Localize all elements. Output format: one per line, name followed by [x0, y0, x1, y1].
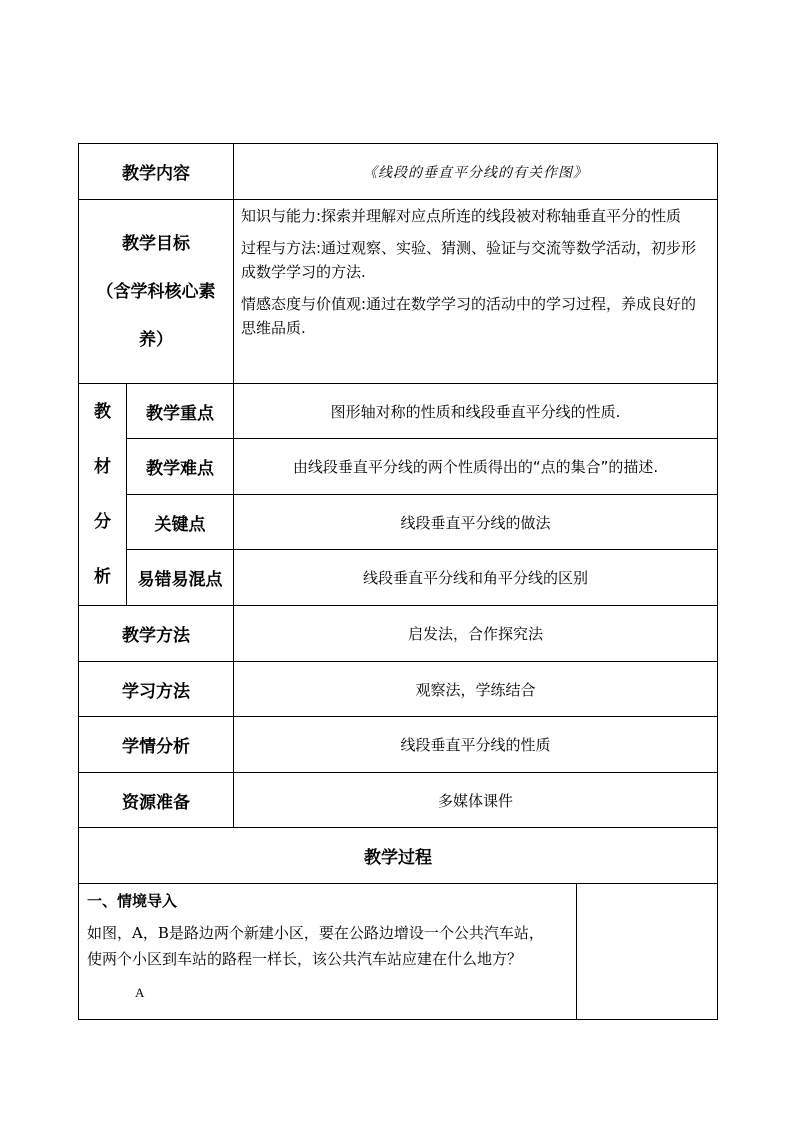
difficulty-label: 教学难点 — [127, 439, 234, 495]
resources-value: 多媒体课件 — [234, 773, 718, 828]
row-learner-analysis — [79, 717, 718, 773]
process-notes-cell — [577, 884, 718, 1020]
row-resources — [79, 773, 718, 828]
goal-knowledge: 知识与能力:探索并理解对应点所连的线段被对称轴垂直平分的性质 — [241, 207, 682, 225]
material-analysis-label — [79, 384, 127, 606]
point-a-label: A — [135, 985, 145, 1000]
row-critical-point — [79, 495, 718, 550]
learning-method-label: 学习方法 — [79, 662, 234, 717]
goals-label-line-2: （含学科核心素 — [96, 281, 216, 302]
critical-point-value: 线段垂直平分线的做法 — [234, 495, 718, 550]
key-point-value: 图形轴对称的性质和线段垂直平分线的性质. — [234, 384, 718, 439]
row-confusion-point — [79, 550, 718, 606]
goal-process: 过程与方法:通过观察、实验、猜测、验证与交流等数学活动，初步形成数学学习的方法. — [241, 239, 697, 281]
row-teaching-content — [79, 144, 718, 200]
learner-analysis-value: 线段垂直平分线的性质 — [234, 717, 718, 773]
row-learning-method — [79, 662, 718, 717]
section-text-line-1: 如图，A，B是路边两个新建小区，要在公路边增设一个公共汽车站， — [87, 924, 544, 942]
difficulty-value: 由线段垂直平分线的两个性质得出的“点的集合”的描述. — [234, 439, 718, 495]
goal-attitude: 情感态度与价值观:通过在数学学习的活动中的学习过程，养成良好的思维品质. — [241, 295, 697, 337]
lesson-plan-table — [78, 143, 718, 1020]
critical-point-label: 关键点 — [127, 495, 234, 550]
row-key-point — [79, 384, 718, 439]
learning-method-value: 观察法，学练结合 — [234, 662, 718, 717]
teaching-method-label: 教学方法 — [79, 606, 234, 662]
goals-label-line-3: 养） — [139, 329, 173, 350]
row-process-title — [79, 828, 718, 884]
analysis-char-2: 材 — [94, 456, 111, 477]
section-title: 一、情境导入 — [87, 892, 178, 910]
resources-label: 资源准备 — [79, 773, 234, 828]
row-teaching-method — [79, 606, 718, 662]
analysis-char-4: 析 — [94, 566, 111, 587]
process-content-cell — [79, 884, 577, 1020]
section-text-line-2: 使两个小区到车站的路程一样长，该公共汽车站应建在什么地方？ — [87, 950, 523, 968]
teaching-method-value: 启发法，合作探究法 — [234, 606, 718, 662]
key-point-label: 教学重点 — [127, 384, 234, 439]
teaching-content-label: 教学内容 — [79, 144, 234, 200]
analysis-char-3: 分 — [94, 511, 111, 532]
teaching-process-title: 教学过程 — [79, 828, 718, 884]
learner-analysis-label: 学情分析 — [79, 717, 234, 773]
teaching-goals-label — [79, 200, 234, 384]
analysis-char-1: 教 — [94, 401, 111, 422]
goals-label-line-1: 教学目标 — [122, 233, 190, 254]
row-process-content — [79, 884, 718, 1020]
teaching-goals-content — [234, 200, 718, 384]
row-difficulty — [79, 439, 718, 495]
confusion-point-label: 易错易混点 — [127, 550, 234, 606]
confusion-point-value: 线段垂直平分线和角平分线的区别 — [234, 550, 718, 606]
teaching-content-value: 《线段的垂直平分线的有关作图》 — [234, 144, 718, 200]
row-teaching-goals — [79, 200, 718, 384]
